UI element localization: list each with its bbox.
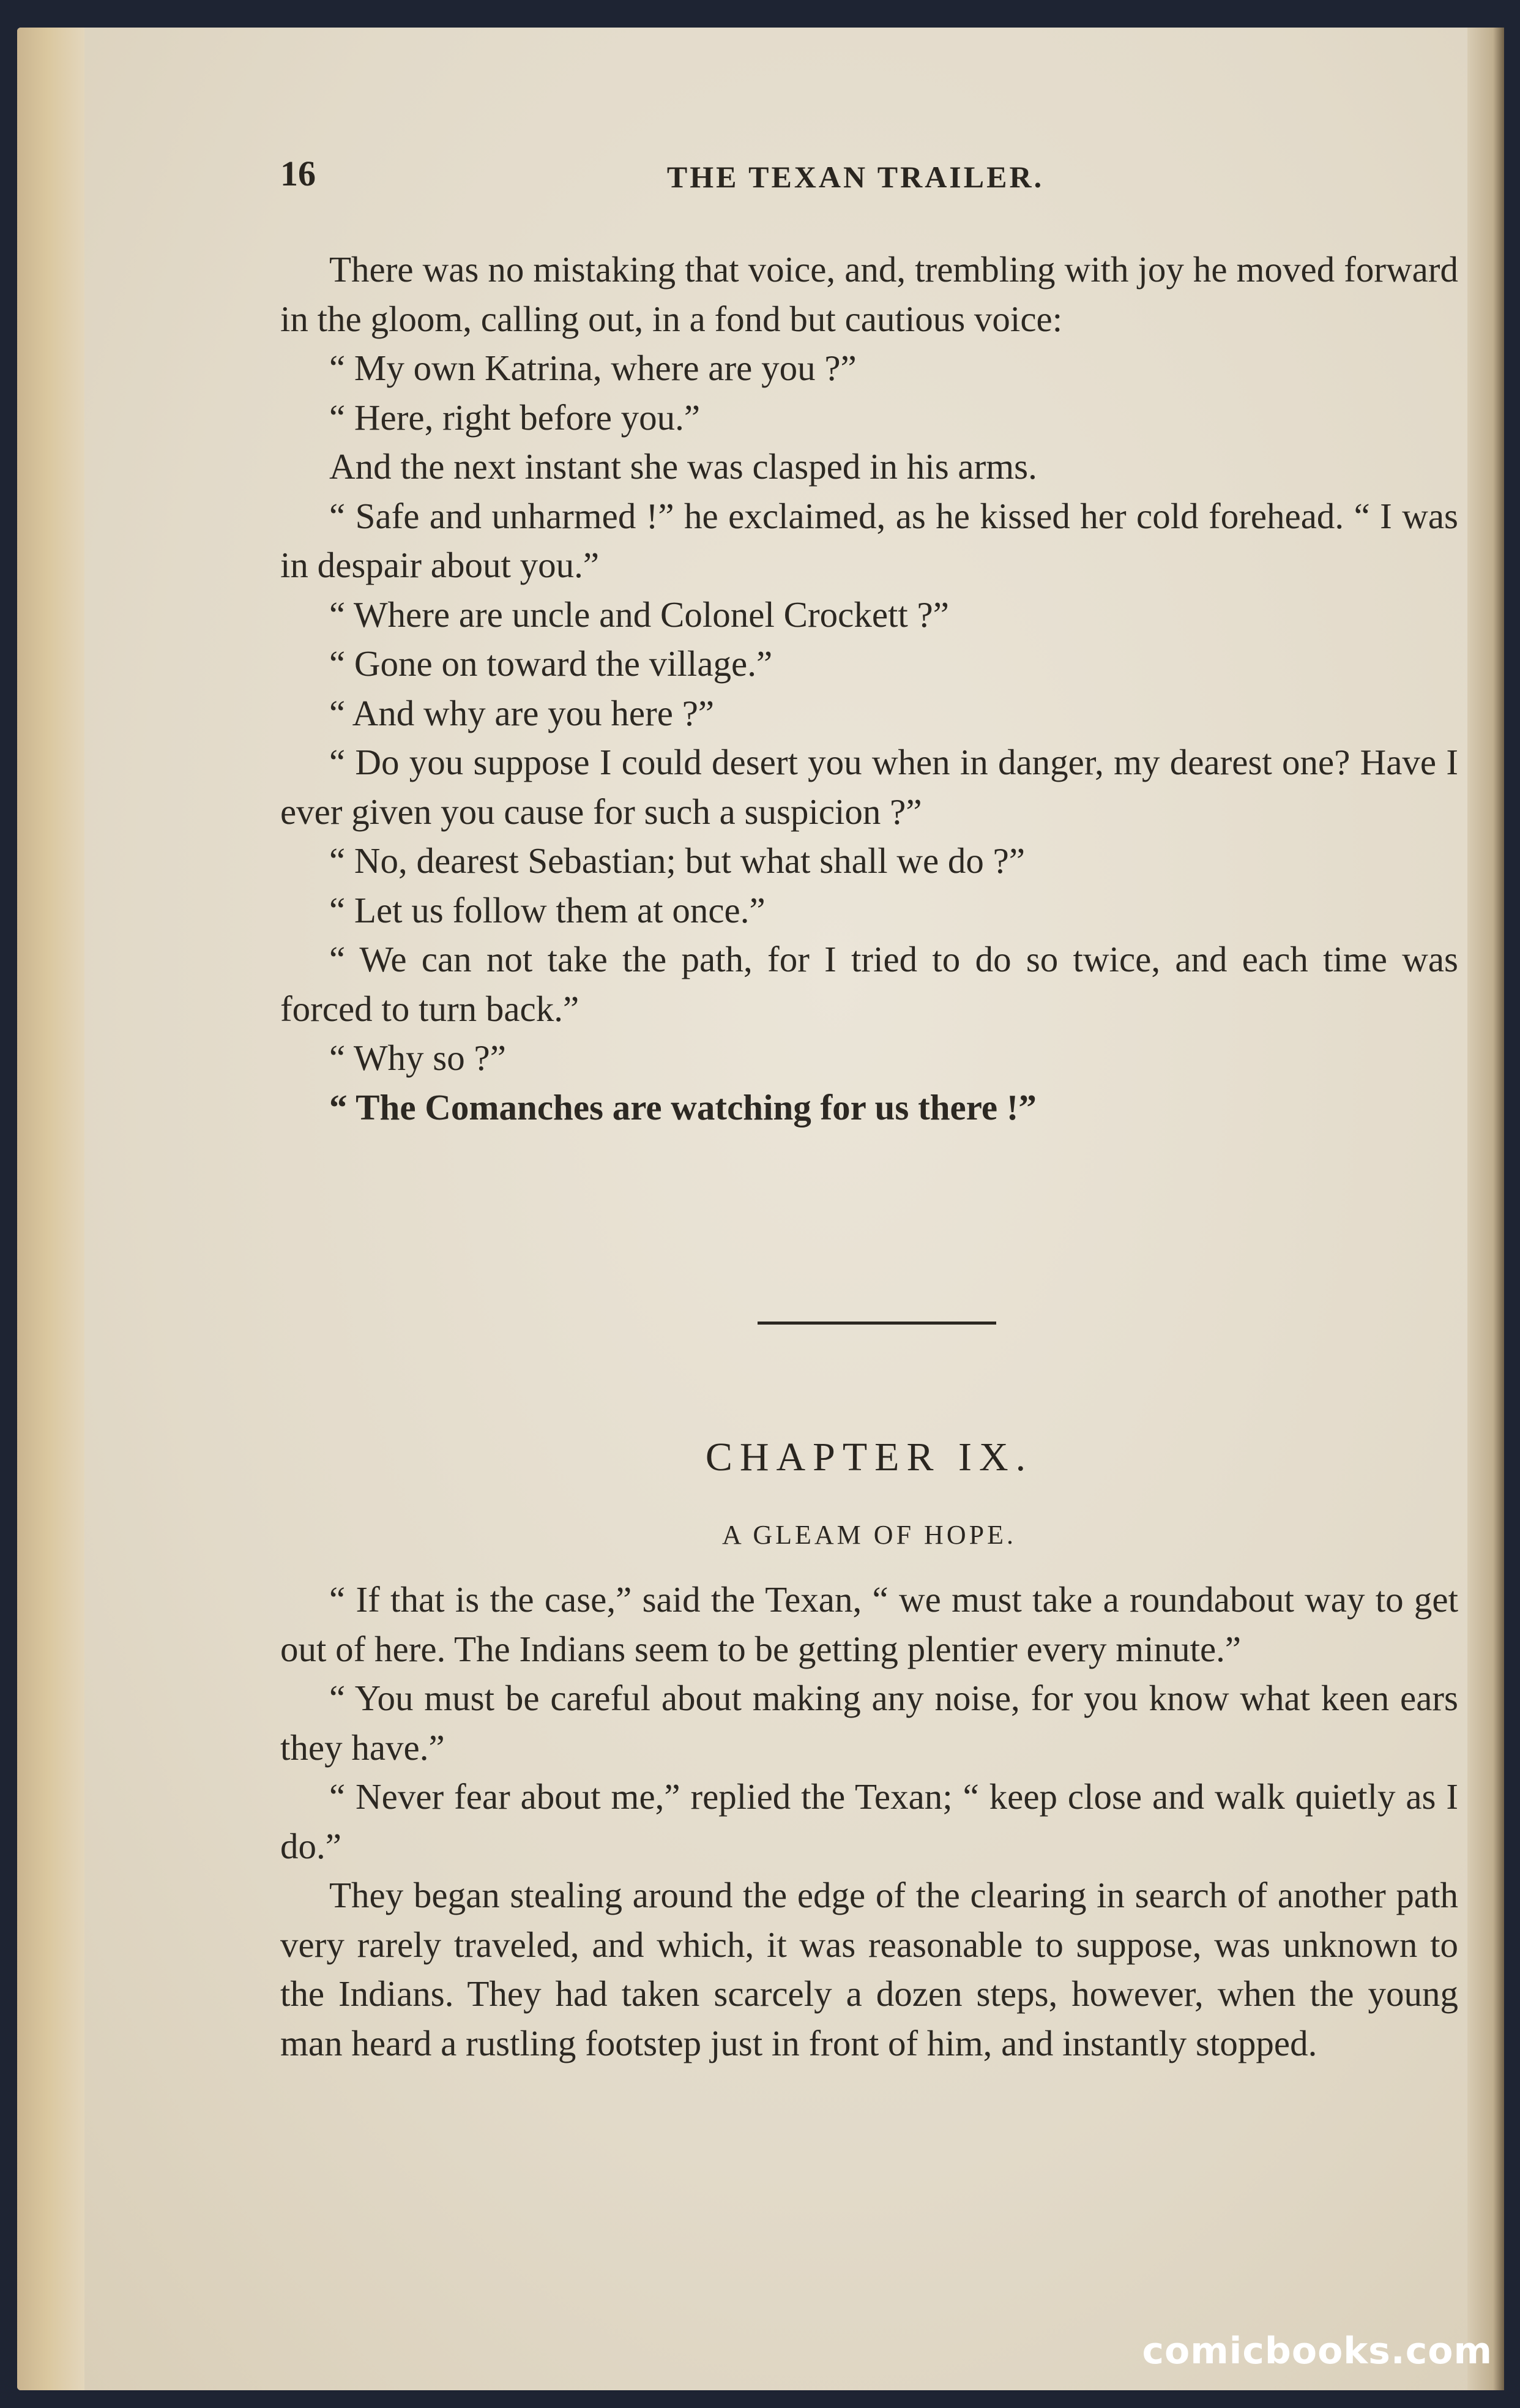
running-title: THE TEXAN TRAILER.	[666, 160, 1045, 194]
page-edge-right	[1467, 28, 1504, 2390]
paragraph: “ Never fear about me,” replied the Texan; “ keep close and walk quietly as I do.”	[280, 1776, 1458, 1866]
paragraph: “ Where are uncle and Colonel Crockett ?”	[329, 594, 949, 635]
section-divider	[758, 1322, 996, 1325]
page-number: 16	[280, 154, 316, 193]
paragraph: “ Gone on toward the village.”	[329, 643, 773, 684]
paragraph: “ And why are you here ?”	[329, 692, 715, 733]
paragraph: And the next instant she was clasped in his arms.	[329, 446, 1037, 487]
chapter-subtitle: A GLEAM OF HOPE.	[722, 1520, 1016, 1550]
paragraph: There was no mistaking that voice, and, trembling with joy he moved forward in the gloom, calling out, in a fond but cautious voice:	[280, 249, 1458, 339]
page-edge-left	[17, 28, 84, 2390]
paragraph: “ Here, right before you.”	[329, 397, 701, 438]
paragraph: “ If that is the case,” said the Texan, “ we must take a roundabout way to get out of here. The Indians seem to be getting plentier every minute.”	[280, 1579, 1458, 1669]
body-text-top	[280, 245, 1458, 1132]
paragraph: “ Do you suppose I could desert you when in danger, my dearest one? Have I ever given you cause for such a suspicion ?”	[280, 742, 1458, 832]
paragraph: “ Safe and unharmed !” he exclaimed, as he kissed her cold forehead. “ I was in despair about you.”	[280, 495, 1458, 585]
paragraph: “ Let us follow them at once.”	[329, 889, 766, 930]
paragraph: “ You must be careful about making any noise, for you know what keen ears they have.”	[280, 1678, 1458, 1768]
chapter-title: CHAPTER IX.	[705, 1435, 1034, 1479]
book-page	[17, 28, 1504, 2390]
watermark: comicbooks.com	[1142, 2330, 1492, 2372]
paragraph: “ My own Katrina, where are you ?”	[329, 348, 857, 388]
paragraph: “ The Comanches are watching for us there !”	[329, 1086, 1037, 1127]
body-text-bottom	[280, 1575, 1458, 2068]
paragraph: “ Why so ?”	[329, 1038, 506, 1078]
paragraph: “ No, dearest Sebastian; but what shall we do ?”	[329, 840, 1026, 881]
paragraph: “ We can not take the path, for I tried to do so twice, and each time was forced to turn back.”	[280, 939, 1458, 1029]
paragraph: They began stealing around the edge of the clearing in search of another path very rarely traveled, and which, it was reasonable to suppose, was unknown to the Indians. They had taken scarcely a dozen steps, however, when the young man heard a rustling footstep just in front of him, and instantly stopped.	[280, 1875, 1458, 2063]
